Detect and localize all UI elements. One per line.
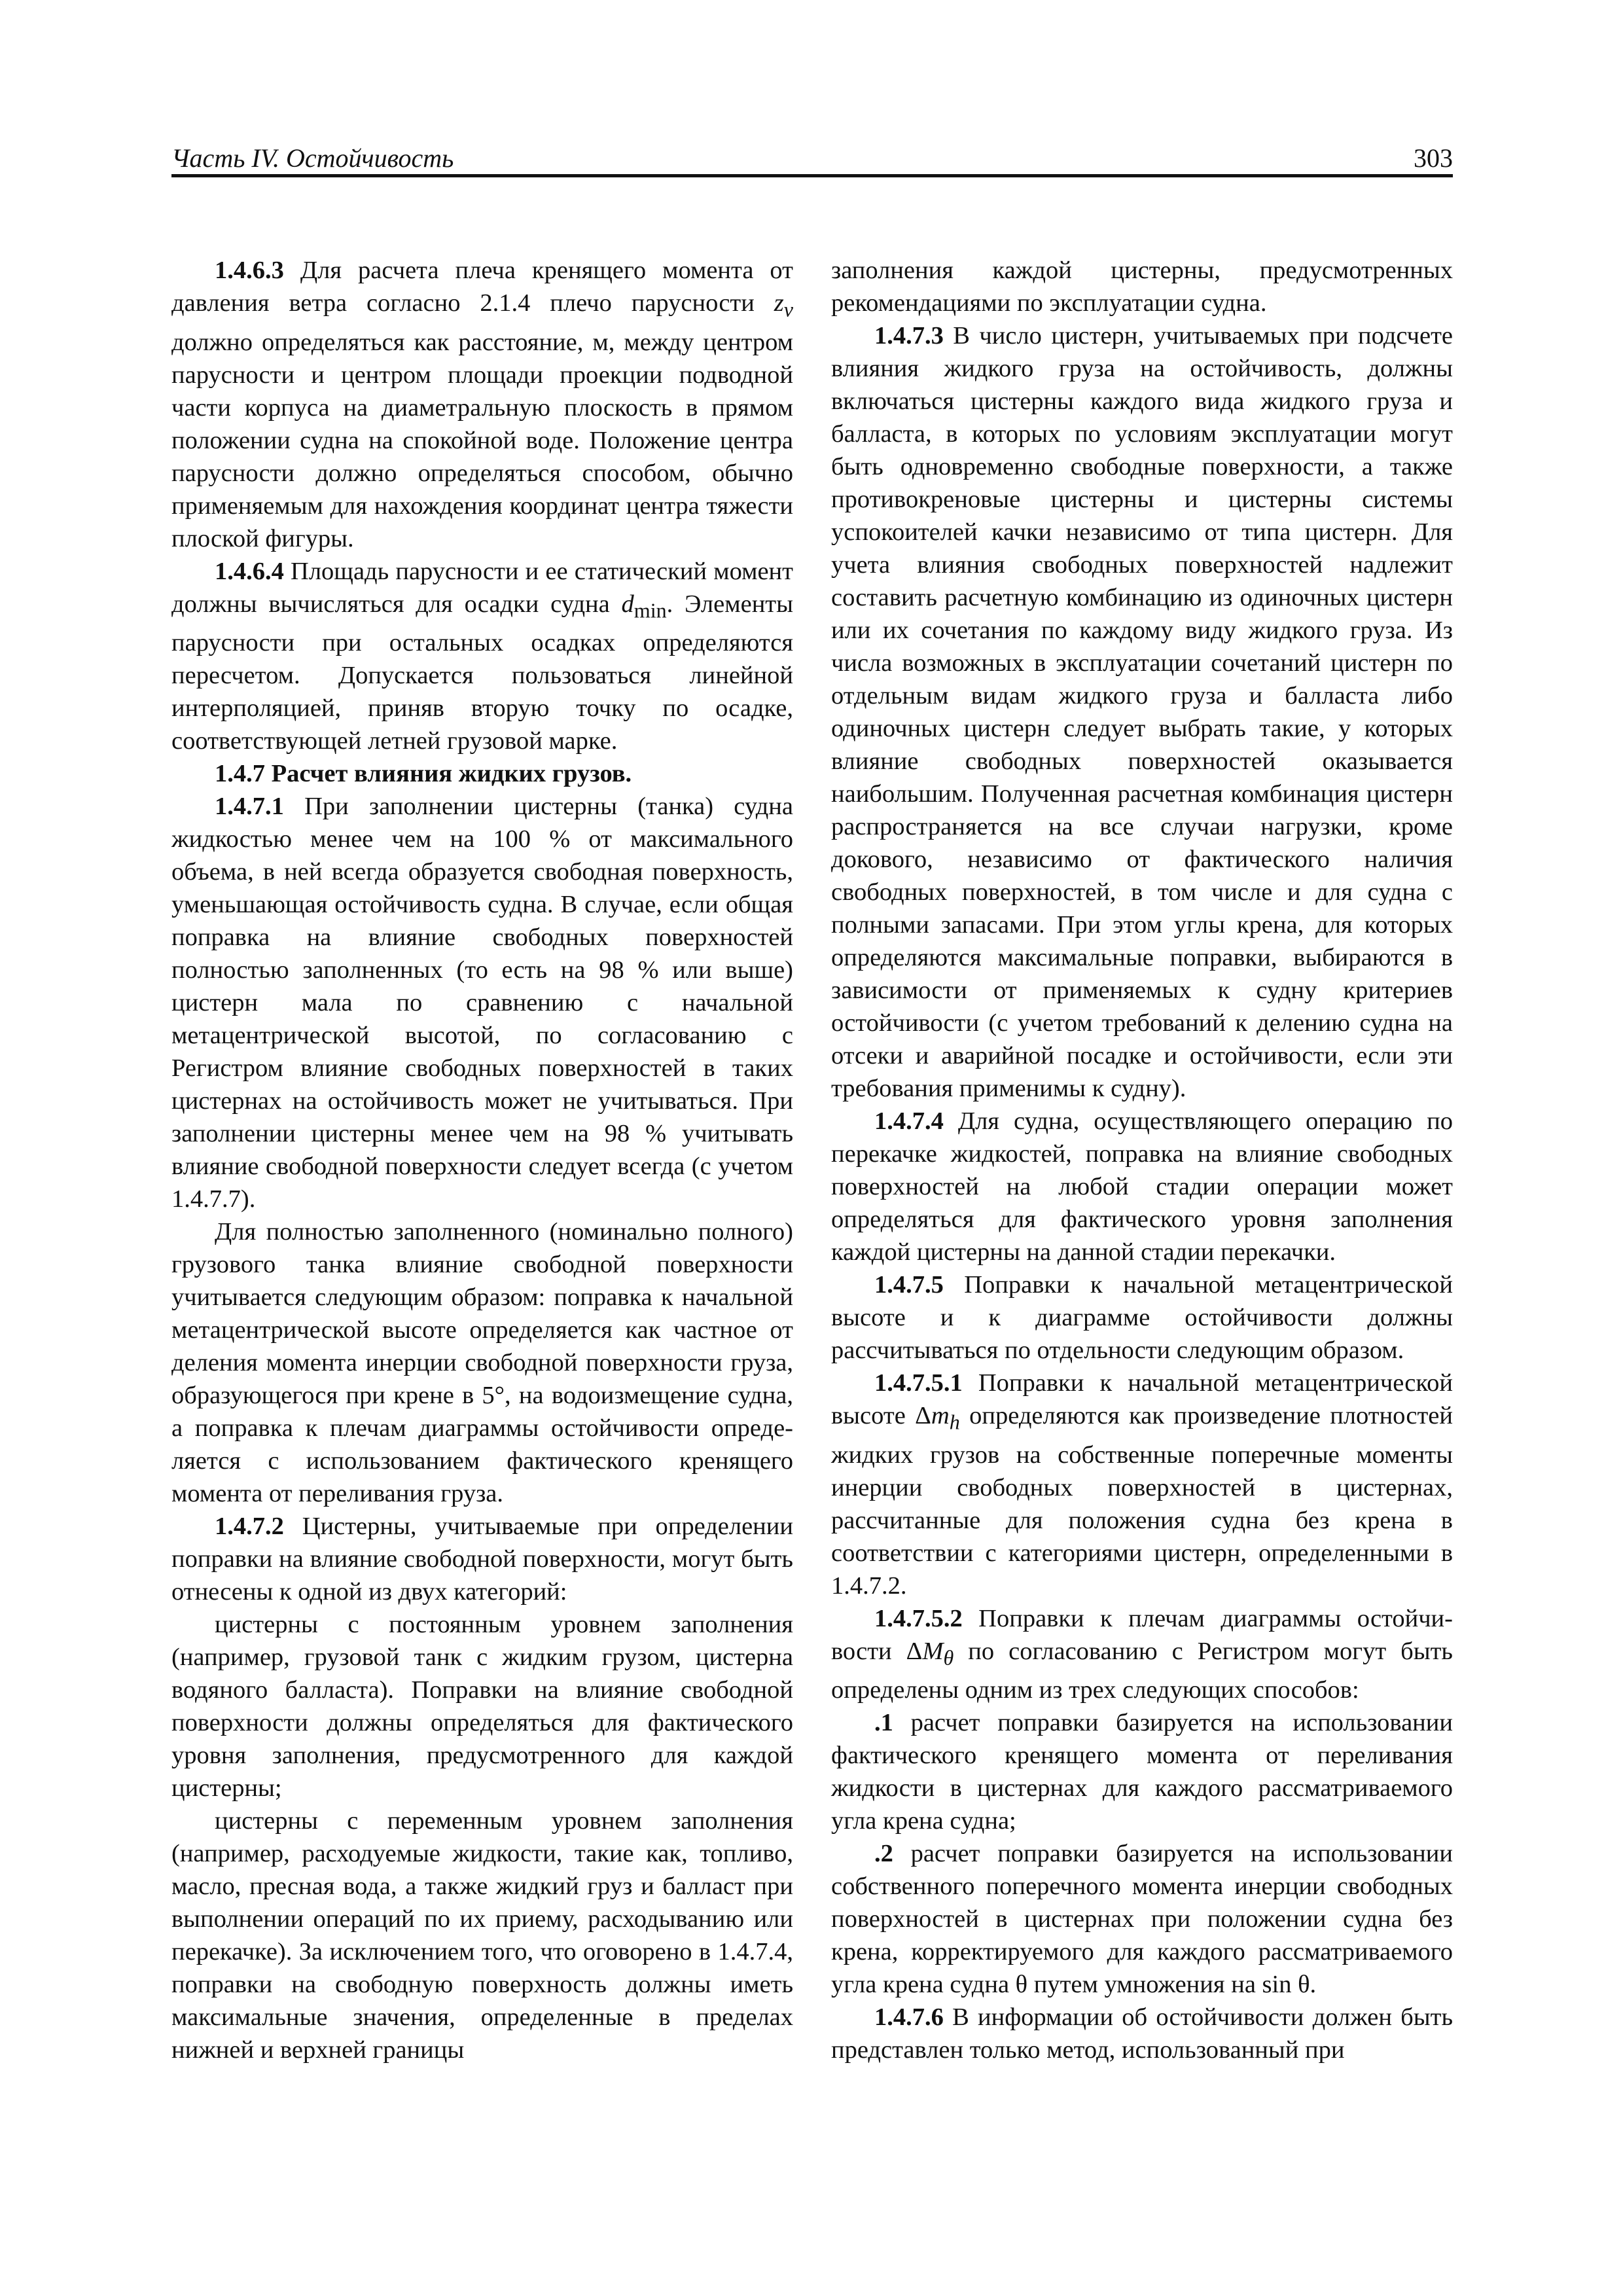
clause-number: 1.4.7.4 — [874, 1107, 944, 1135]
math-symbol: z — [774, 289, 784, 317]
paragraph — [171, 555, 793, 758]
left-column — [171, 254, 793, 2066]
right-column — [831, 254, 1453, 2066]
section-heading — [171, 757, 793, 790]
paragraph — [831, 254, 1453, 319]
paragraph-text: цистерны с переменным уровнем заполнения (например, расходуемые жидкости, такие как, топливо, масло, пресная вода, а также жидкий груз и балласт при выполнении операций по их приему, расходыванию или перекачке). За исключением того, что оговорено в 1.4.7.4, поправки на свободную поверхность должны иметь максимальные значения, определенные в пределах нижней и верхней границы — [171, 1807, 793, 2064]
clause-number: 1.4.7.5.2 — [874, 1604, 963, 1632]
clause-number: .2 — [874, 1840, 893, 1868]
paragraph-text: При заполнении цистерны (танка) судна жидкостью менее чем на 100 % от максимального объема, в ней всегда образуется свободная поверхность, уменьшающая остойчивость судна. В случае, если общая поправка на влияние свободных поверхностей полностью заполненных (то есть на 98 % или выше) цистерн мала по сравнению с начальной метацентрической высотой, по согласованию с Регистром влияние свободных поверхностей в таких цистернах на остойчивость может не учитываться. При заполнении цистерны менее чем на 98 % учитывать влияние свободной поверхности следует всегда (с учетом 1.4.7.7). — [171, 793, 793, 1213]
paragraph-text: В число цистерн, учитываемых при подсчете влияния жидкого груза на остойчивость, должны включаться цистерны каждого вида жидкого груза и балласта, в которых по условиям эксплуатации могут быть одновременно свободные поверхности, а также противокреновые цистерны и цистерны системы успокоителей качки независимо от типа цистерн. Для учета влияния свободных поверхностей надлежит составить расчетную комбинацию из одиночных цистерн или их сочетания по каждому виду жидкого груза. Из числа возможных в эксплуатации сочетаний цистерн по отдельным видам жидкого груза и балласта либо одиночных цистерн следует выбрать такие, у которых влияние свободных поверхностей оказывается наибольшим. Полученная расчетная комбинация цистерн распространяется на все случаи нагрузки, кроме докового, независимо от фактического наличия свободных поверхностей, в том числе и для судна с полными запасами. При этом углы крена, для которых определяются максимальные поправки, выбираются в зависимости от применяемых к судну критериев остойчивости (с учетом требований к делению судна на отсеки и аварийной посадке и остойчивости, если эти требования применимы к судну). — [831, 322, 1453, 1102]
paragraph-text: заполнения каждой цистерны, предусмотренных рекомендациями по эксплуатации судна. — [831, 257, 1453, 317]
subscript-text: min — [633, 598, 667, 622]
subscript-text: v — [783, 297, 793, 321]
paragraph — [171, 1608, 793, 1804]
clause-number: .1 — [874, 1709, 893, 1737]
paragraph-text: Поправки к начальной метацентрической высоте и к диаграмме остойчивости должны рассчитываться по отдельности следующим образом. — [831, 1271, 1453, 1364]
math-symbol: d — [621, 590, 634, 618]
paragraph-text: Поправки к плечам диаграммы остойчивости Δ — [831, 1604, 1453, 1665]
clause-number: 1.4.6.4 — [215, 557, 284, 585]
paragraph — [831, 1706, 1453, 1837]
paragraph-text: Для расчета плеча кренящего момента от давления ветра согласно 2.1.4 плечо парусности — [171, 257, 793, 317]
math-subscript — [950, 1410, 960, 1434]
paragraph — [831, 1837, 1453, 2001]
paragraph-text: Площадь парусности и ее статический момент должны вычисляться для осадки судна — [171, 557, 793, 618]
paragraph — [171, 1804, 793, 2066]
paragraph-text: В информации об остойчивости должен быть представлен только метод, использованный при — [831, 2003, 1453, 2064]
clause-number: 1.4.7.6 — [874, 2003, 944, 2032]
clause-number: 1.4.7.3 — [874, 322, 944, 350]
paragraph — [171, 1215, 793, 1510]
section-heading-text: 1.4.7 Расчет влияния жидких грузов. — [215, 760, 632, 788]
clause-number: 1.4.7.5.1 — [874, 1369, 963, 1397]
math-subscript — [784, 298, 793, 321]
clause-number: 1.4.7.5 — [874, 1271, 944, 1299]
math-subscript — [634, 598, 667, 622]
paragraph-text-continued: . Элементы парусности при остальных осадках определяются пересчетом. Допускается пользоваться линейной интерполяцией, приняв вторую точку по осадке, соответствующей летней грузовой марке. — [171, 590, 793, 755]
math-subscript — [943, 1645, 954, 1669]
paragraph — [171, 254, 793, 555]
paragraph — [831, 1105, 1453, 1268]
paragraph-text-continued: должно определяться как расстояние, м, между центром парусности и центром площади проекции подводной части корпуса на диаметральную плоскость в прямом положении судна на спокойной воде. Положение центра парусности должно определяться способом, обычно применяемым для нахождения координат центра тяжести плоской фигуры. — [171, 328, 793, 552]
subscript-text: h — [949, 1410, 960, 1434]
paragraph — [171, 790, 793, 1215]
paragraph-text: Для полностью заполненного (номинально полного) грузового танка влияние свободной поверхности учитывается следующим образом: поправка к начальной метацентрической высоте определяется как частное от деления момента инерции свободной поверхности груза, образующегося при крене в 5°, на водоизмещение судна, а поправка к плечам диаграммы остойчивости определяется с использованием фактического кренящего момента от переливания груза. — [171, 1218, 793, 1508]
paragraph — [831, 1367, 1453, 1602]
paragraph — [831, 1602, 1453, 1707]
paragraph-text: Цистерны, учитываемые при определении поправки на влияние свободной поверхности, могут быть отнесены к одной из двух категорий: — [171, 1513, 793, 1606]
running-title: Часть IV. Остойчивость — [171, 143, 454, 173]
paragraph — [831, 1268, 1453, 1367]
paragraph-text: расчет поправки базируется на использовании собственного поперечного момента инерции свободных поверхностей в цистернах при положении судна без крена, корректируемого для каждого рассматриваемого угла крена судна θ путем умножения на sin θ. — [831, 1840, 1453, 1999]
math-symbol: M — [922, 1637, 944, 1665]
paragraph — [171, 1510, 793, 1608]
clause-number: 1.4.6.3 — [215, 257, 284, 284]
clause-number: 1.4.7.2 — [215, 1513, 284, 1541]
paragraph-text: цистерны с постоянным уровнем заполнения (например, грузовой танк с жидким грузом, цистерна водяного балласта). Поправки на влияние свободной поверхности должны определяться для фактического уровня заполнения, предусмотренного для каждой цистерны; — [171, 1611, 793, 1803]
clause-number: 1.4.7.1 — [215, 793, 284, 821]
math-symbol: m — [931, 1402, 950, 1429]
subscript-text: θ — [943, 1645, 954, 1670]
paragraph-text: Для судна, осуществляющего операцию по перекачке жидкостей, поправка на влияние свободных поверхностей на любой стадии операции может определяться для фактического уровня заполнения каждой цистерны на данной стадии перекачки. — [831, 1107, 1453, 1266]
page-number: 303 — [1414, 143, 1453, 173]
paragraph — [831, 2001, 1453, 2066]
header-rule — [171, 174, 1453, 177]
paragraph-text: расчет поправки базируется на использовании фактического кренящего момента от переливания жидкости в цистернах для каждого рассматриваемого угла крена судна; — [831, 1709, 1453, 1835]
paragraph-text-continued: по согласованию с Регистром могут быть определены одним из трех следующих способов: — [831, 1637, 1453, 1704]
paragraph — [831, 319, 1453, 1105]
paragraph-text: Поправки к начальной метацентрической высоте Δ — [831, 1369, 1453, 1429]
running-header — [171, 139, 1453, 178]
paragraph-text-continued: определяются как произведение плотностей жидких грузов на собственные поперечные моменты инерции свободных поверхностей в цистернах, рассчитанные для положения судна без крена в соответствии с категориями цистерн, определенными в 1.4.7.2. — [831, 1402, 1453, 1600]
